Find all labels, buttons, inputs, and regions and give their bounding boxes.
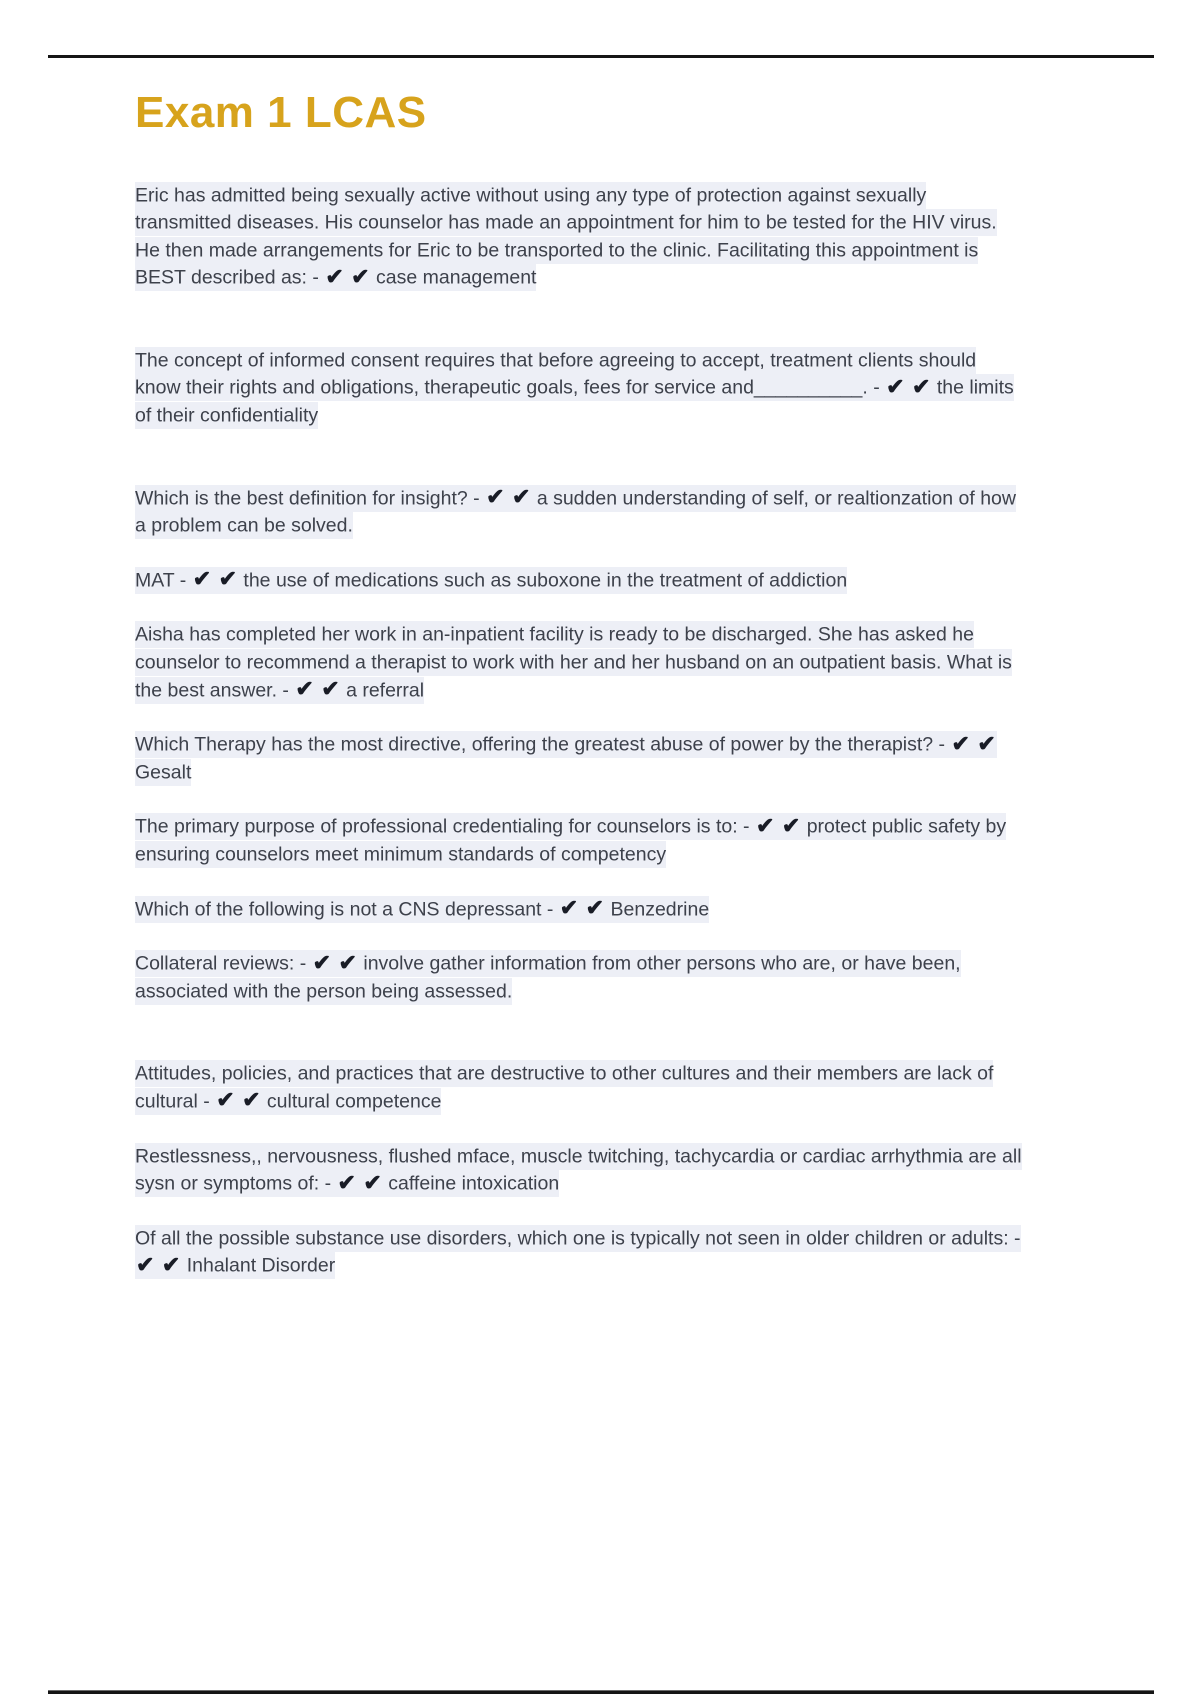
checkmark-icon: ✔	[216, 1087, 235, 1113]
checkmark-icon: ✔	[325, 263, 344, 289]
checkmark-icon: ✔	[781, 812, 801, 838]
qa-highlight	[135, 1143, 1022, 1198]
answer-text: Gesalt	[135, 761, 192, 784]
qa-item	[135, 485, 1027, 540]
question-text: The primary purpose of professional credentialing for counselors is to: -	[135, 815, 750, 838]
checkmark-icon: ✔	[912, 373, 931, 399]
question-text: Which of the following is not a CNS depressant -	[135, 898, 554, 921]
qa-item	[135, 1225, 1027, 1280]
checkmark-icon: ✔	[977, 730, 996, 756]
checkmark-icon: ✔	[321, 676, 340, 702]
page-title: Exam 1 LCAS	[135, 88, 427, 137]
checkmark-icon: ✔	[161, 1251, 181, 1277]
answer-text: the use of medications such as suboxone in the treatment of addiction	[243, 569, 848, 592]
question-text: Attitudes, policies, and practices that are destructive to other cultures and their members are lack of cultural -	[135, 1062, 994, 1113]
checkmark-icon: ✔	[218, 566, 237, 592]
checkmark-icon: ✔	[585, 895, 605, 921]
question-text: Restlessness,, nervousness, flushed mface, muscle twitching, tachycardia or cardiac arrhythmia are all sysn or symptoms of: -	[135, 1145, 1022, 1195]
qa-item	[135, 1061, 1027, 1116]
checkmark-icon: ✔	[559, 895, 579, 921]
qa-item	[135, 814, 1027, 869]
answer-text: Inhalant Disorder	[186, 1254, 336, 1277]
qa-highlight	[135, 731, 997, 786]
qa-highlight	[135, 621, 1012, 703]
checkmark-icon: ✔	[351, 263, 370, 289]
question-text: The concept of informed consent requires that before agreeing to accept, treatment clients should know their rights and obligations, therapeutic goals, fees for service and__________. -	[135, 349, 977, 399]
checkmark-icon: ✔	[337, 1169, 356, 1195]
checkmark-icon: ✔	[511, 484, 531, 510]
answer-text: Benzedrine	[610, 898, 710, 921]
qa-item	[135, 182, 1027, 292]
answer-text: a sudden understanding of self, or realtionzation of how a problem can be solved.	[135, 487, 1016, 537]
qa-highlight	[135, 1060, 993, 1115]
bottom-rule	[48, 1690, 1154, 1694]
question-text: Collateral reviews: -	[135, 952, 307, 975]
answer-text: caffeine intoxication	[388, 1172, 560, 1195]
checkmark-icon: ✔	[338, 949, 357, 975]
answer-text: case management	[376, 266, 537, 289]
answer-text: a referral	[346, 679, 425, 702]
qa-highlight	[135, 950, 961, 1005]
qa-item	[135, 951, 1027, 1006]
checkmark-icon: ✔	[886, 373, 905, 399]
question-text: Which Therapy has the most directive, offering the greatest abuse of power by the therapist? -	[135, 733, 946, 756]
question-text: Aisha has completed her work in an-inpatient facility is ready to be discharged. She has asked he counselor to recommend a therapist to work with her and her husband on an outpatient basis. What is the best answer. -	[135, 623, 1012, 702]
checkmark-icon: ✔	[312, 949, 332, 975]
question-text: Which is the best definition for insight? -	[135, 487, 480, 510]
qa-item	[135, 347, 1027, 430]
qa-highlight	[135, 182, 997, 292]
qa-highlight	[135, 347, 1014, 429]
question-text: Of all the possible substance use disorders, which one is typically not seen in older children or adults: -	[135, 1227, 1021, 1250]
qa-highlight	[135, 896, 709, 923]
qa-item	[135, 567, 1027, 595]
checkmark-icon: ✔	[242, 1087, 261, 1113]
qa-item	[135, 732, 1027, 787]
qa-highlight	[135, 485, 1016, 540]
checkmark-icon: ✔	[192, 566, 212, 592]
qa-list	[135, 182, 1027, 1280]
answer-text: cultural competence	[266, 1090, 442, 1113]
top-rule	[48, 55, 1154, 58]
checkmark-icon: ✔	[755, 812, 775, 838]
qa-item	[135, 896, 1027, 924]
qa-item	[135, 622, 1027, 705]
checkmark-icon: ✔	[486, 484, 505, 510]
qa-highlight	[135, 567, 847, 594]
document-content	[0, 88, 1200, 1280]
qa-highlight	[135, 1225, 1021, 1280]
checkmark-icon: ✔	[951, 730, 970, 756]
checkmark-icon: ✔	[295, 676, 314, 702]
qa-highlight	[135, 813, 1006, 868]
answer-text: protect public safety by ensuring counselors meet minimum standards of competency	[135, 815, 1007, 866]
question-text: Eric has admitted being sexually active without using any type of protection against sexually transmitted diseases. His counselor has made an appointment for him to be tested for the HIV virus. He then made arrangements for Eric to be transported to the clinic. Facilitating this appointment is BEST described as: -	[135, 184, 997, 289]
answer-text: the limits of their confidentiality	[135, 376, 1014, 427]
answer-text: involve gather information from other persons who are, or have been, associated with the person being assessed.	[135, 952, 961, 1003]
qa-item	[135, 1143, 1027, 1198]
checkmark-icon: ✔	[363, 1169, 382, 1195]
question-text: MAT -	[135, 569, 187, 592]
checkmark-icon: ✔	[136, 1251, 155, 1277]
